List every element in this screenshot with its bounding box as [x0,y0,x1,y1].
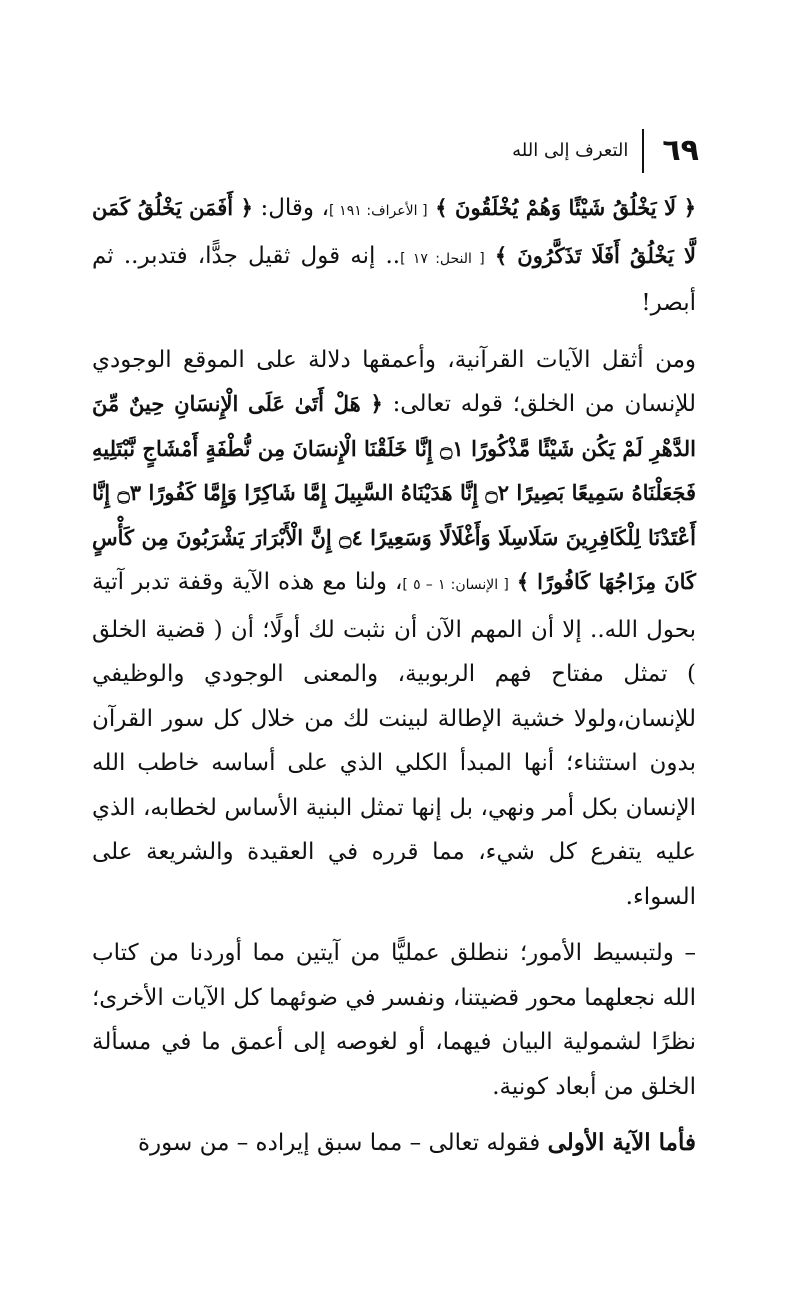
text-run: ، ولنا مع هذه الآية وقفة تدبر آتية بحول الله.. إلا أن المهم الآن أن نثبت لك أولًا؛ أن ( قضية الخلق ) تمثل مفتاح فهم الربوبية، والمعنى الوجودي والوظيفي للإنسان،ولولا خشية الإطالة لبينت لك من خلال كل سور القرآن بدون استثناء؛ أنها المبدأ الكلي الذي على أساسه خاطب الله الإنسان بكل أمر ونهي، بل إنها تمثل البنية الأساس لخطابه، الذي عليه يتفرع كل شيء، مما قرره في العقيدة والشريعة على السواء. [92,569,696,910]
paragraph-quote [92,338,696,920]
running-title: التعرف إلى الله [512,140,629,161]
lead-phrase: فأما الآية الأولى [547,1129,696,1156]
paragraph-plain: – ولتبسيط الأمور؛ ننطلق عمليًّا من آيتين مما أوردنا من كتاب الله نجعلهما محور قضيتنا، ونفسر في ضوئهما كل الآيات الأخرى؛ نظرًا لشمولية البيان فيهما، أو لغوصه إلى أعمق ما في مسألة الخلق من أبعاد كونية. [92,940,696,1100]
page-header [512,128,699,174]
paragraph-lead [92,1121,696,1166]
verse-reference: [ النحل: ١٧ ] [400,250,485,267]
body-text [92,186,696,1166]
paragraph-continuation [92,186,696,326]
quran-verse: ﴿ لَا يَخْلُقُ شَيْئًا وَهُمْ يُخْلَقُونَ ﴾ [435,195,696,220]
page-number: ٦٩ [662,133,699,168]
text-run: فقوله تعالى – مما سبق إيراده – من سورة [137,1130,541,1156]
text-run: ، وقال: [260,195,330,221]
verse-reference: [ الإنسان: ١ – ٥ ] [402,577,509,593]
quran-verse: ﴿ أَفَمَن يَخْلُقُ كَمَن لَّا يَخْلُقُ أَفَلَا تَذَكَّرُونَ ﴾ [92,195,696,268]
verse-reference: [ الأعراف: ١٩١ ] [329,203,428,219]
text-run: .. إنه قول ثقيل جدًّا، فتدبر.. ثم أبصر! [92,242,696,316]
text-run: ومن أثقل الآيات القرآنية، وأعمقها دلالة على الموقع الوجودي للإنسان من الخلق؛ قوله تعالى: [92,346,696,417]
quran-verse: ﴿ هَلْ أَتَىٰ عَلَى الْإِنسَانِ حِينٌ مِّنَ الدَّهْرِ لَمْ يَكُن شَيْئًا مَّذْكُورًا ۝١ إِنَّا خَلَقْنَا الْإِنسَانَ مِن نُّطْفَةٍ أَمْشَاجٍ نَّبْتَلِيهِ فَجَعَلْنَاهُ سَمِيعًا بَصِيرًا ۝٢ إِنَّا هَدَيْنَاهُ السَّبِيلَ إِمَّا شَاكِرًا وَإِمَّا كَفُورًا ۝٣ إِنَّا أَعْتَدْنَا لِلْكَافِرِينَ سَلَاسِلَا وَأَغْلَالًا وَسَعِيرًا ۝٤ إِنَّ الْأَبْرَارَ يَشْرَبُونَ مِن كَأْسٍ كَانَ مِزَاجُهَا كَافُورًا ﴾ [92,391,697,594]
